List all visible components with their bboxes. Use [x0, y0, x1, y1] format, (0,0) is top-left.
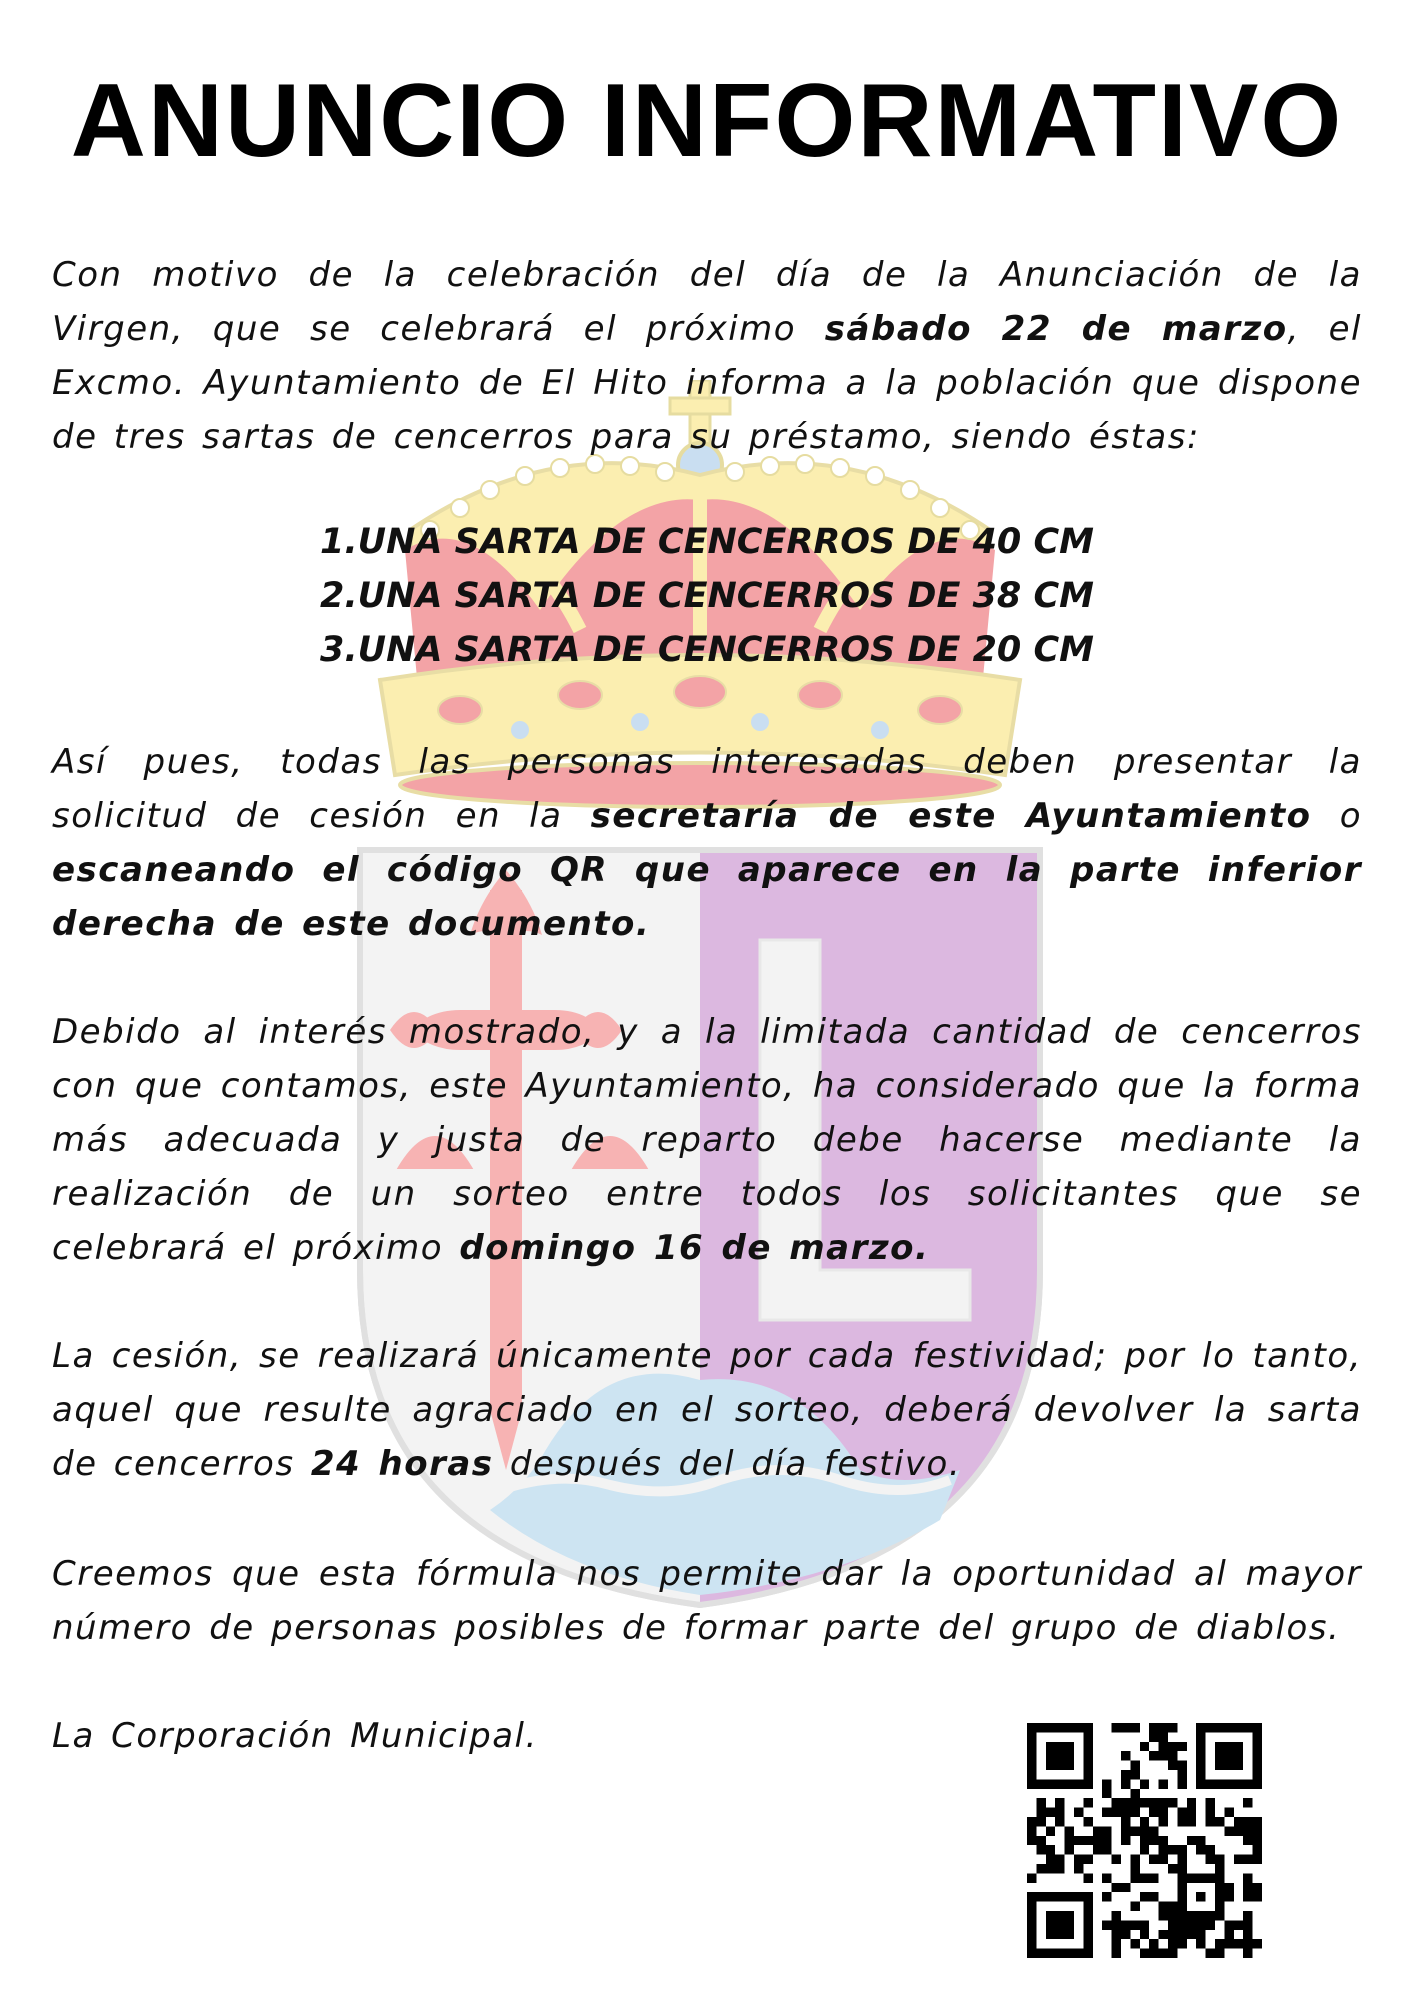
draw-paragraph — [52, 1005, 1362, 1275]
qr-instruction-text: escaneando el código QR que aparece en la parte inferior derecha de este documento. — [52, 850, 1362, 944]
list-item: 1.UNA SARTA DE CENCERROS DE 40 CM — [320, 522, 1094, 562]
closing-paragraph: Creemos que esta fórmula nos permite dar la oportunidad al mayor número de personas posibles de formar parte del grupo de diablos. — [52, 1554, 1362, 1648]
intro-paragraph — [52, 248, 1362, 464]
intro-text-1: Con motivo de la celebración del día de la Anunciación de la Virgen, que se celebrará el próximo — [52, 255, 1362, 349]
signature: La Corporación Municipal. — [52, 1716, 538, 1756]
cowbell-list — [0, 515, 1414, 677]
page-title: ANUNCIO INFORMATIVO — [70, 63, 1344, 179]
draw-date: domingo 16 de marzo. — [459, 1228, 930, 1268]
event-date: sábado 22 de marzo — [824, 309, 1288, 349]
return-deadline: 24 horas — [310, 1444, 494, 1484]
request-text-2: o — [1311, 796, 1362, 836]
list-item: 3.UNA SARTA DE CENCERROS DE 20 CM — [320, 630, 1094, 670]
return-text-2: después del día festivo. — [493, 1444, 962, 1484]
qr-code-icon[interactable] — [1027, 1723, 1262, 1958]
return-paragraph — [52, 1329, 1362, 1491]
request-text-1: Así pues, todas las personas interesadas deben presentar la solicitud de cesión en la — [52, 742, 1362, 836]
list-item: 2.UNA SARTA DE CENCERROS DE 38 CM — [320, 576, 1094, 616]
intro-text-2: , el Excmo. Ayuntamiento de El Hito informa a la población que dispone de tres sartas de cencerros para su préstamo, siendo éstas: — [52, 309, 1363, 457]
secretaria-text: secretaría de este Ayuntamiento — [590, 796, 1312, 836]
request-paragraph — [52, 735, 1362, 951]
draw-text: Debido al interés mostrado, y a la limitada cantidad de cencerros con que contamos, este Ayuntamiento, ha considerado que la forma más adecuada y justa de reparto debe hacerse mediante la realización de un sorteo entre todos los solicitantes que se celebrará el próximo — [52, 1012, 1362, 1268]
return-text-1: La cesión, se realizará únicamente por cada festividad; por lo tanto, aquel que resulte agraciado en el sorteo, deberá devolver la sarta de cencerros — [52, 1336, 1362, 1484]
